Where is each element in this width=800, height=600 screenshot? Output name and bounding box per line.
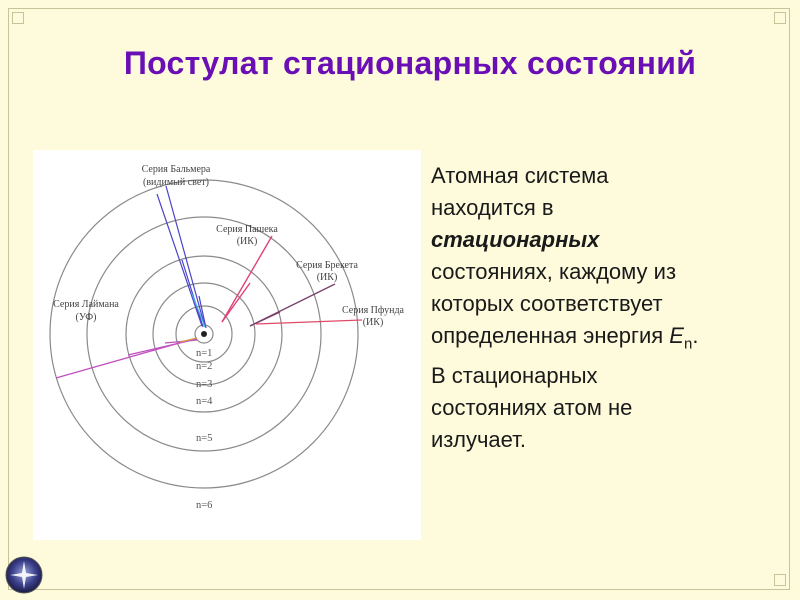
text-line: состояниях атом не <box>431 395 633 421</box>
text-line: которых соответствует <box>431 291 663 316</box>
energy-subscript: n <box>683 335 693 353</box>
balmer-line-cyan <box>192 294 205 327</box>
brackett-label: Серия Брекета <box>296 260 358 271</box>
orbit-label-n6: n=6 <box>196 500 213 511</box>
brackett-series-lines <box>250 284 335 326</box>
paschen-label: Серия Пашека <box>216 224 278 235</box>
postulate-text <box>425 160 770 456</box>
paschen-series-lines <box>222 236 272 322</box>
paragraph-1 <box>425 160 770 360</box>
balmer-label: Серия Бальмера <box>141 164 211 175</box>
text-period: . <box>519 427 526 453</box>
brackett-sublabel: (ИК) <box>316 272 338 283</box>
nucleus <box>201 331 207 337</box>
orbit-label-n2: n=2 <box>196 361 213 372</box>
pfund-series-line <box>256 320 362 324</box>
lyman-label: Серия Лаймана <box>53 299 119 310</box>
pfund-sublabel: (ИК) <box>362 317 384 328</box>
orbit-label-n5: n=5 <box>196 433 213 444</box>
text-line: В стационарных <box>431 363 598 389</box>
star-logo-icon[interactable] <box>5 556 43 594</box>
energy-symbol: E <box>669 323 684 348</box>
text-line: Атомная система <box>431 163 609 188</box>
text-line: излучает <box>431 427 520 453</box>
orbit-label-n4: n=4 <box>196 396 213 407</box>
text-period: . <box>692 323 699 348</box>
pfund-label: Серия Пфунда <box>341 305 405 316</box>
emphasis-text: стационарных <box>431 227 600 252</box>
lyman-sublabel: (УФ) <box>75 312 97 323</box>
balmer-sublabel: (видимый свет) <box>143 177 209 188</box>
text-line: состояниях, каждому из <box>431 259 677 284</box>
text-line: находится в <box>431 195 554 220</box>
paschen-sublabel: (ИК) <box>236 236 258 247</box>
orbit-label-n3: n=3 <box>196 379 213 390</box>
orbit-label-n1: n=1 <box>196 348 213 359</box>
slide-title: Постулат стационарных состояний <box>123 45 697 81</box>
paragraph-2 <box>425 360 770 456</box>
text-line: определенная энергия <box>431 323 670 348</box>
